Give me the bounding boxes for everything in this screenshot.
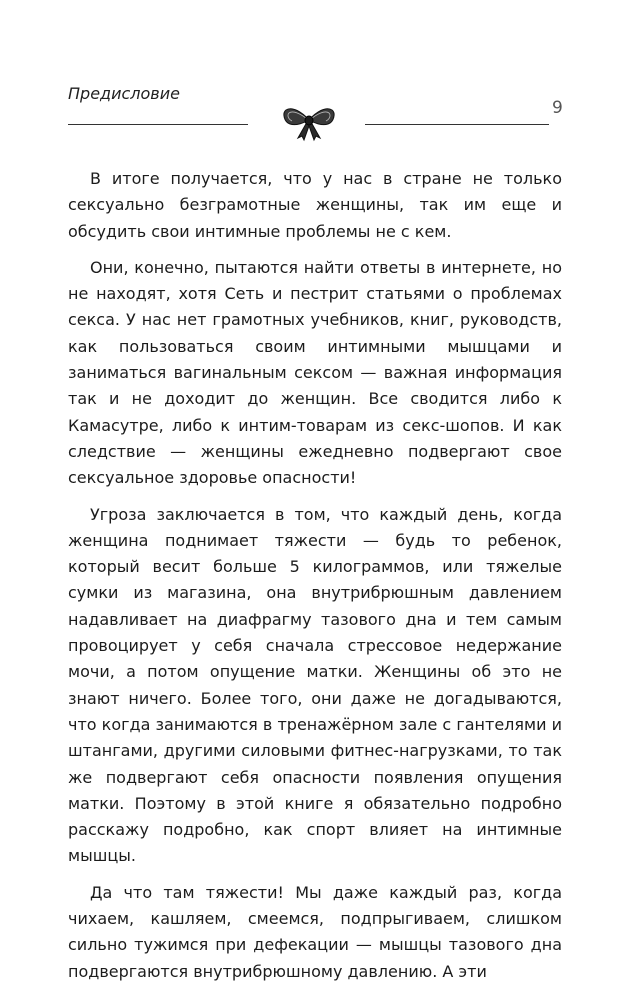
paragraph-3: Угроза заключается в том, что каждый день, когда женщина поднимает тяжести — будь то ребенок, который весит больше 5 килограммов, или тяжелые сумки из магазина, она внутрибрюшным давлением надавливает на диафрагму тазового дна и тем самым провоцирует у себя сначала стрессовое недержание мочи, а потом опущение матки. Женщины об это не знают ничего. Более того, они даже не догадываются, что когда занимаются в тренажёрном зале с гантелями и штангами, другими силовыми фитнес-нагрузками, то так же подвергают себя опасности появления опущения матки. Поэтому в этой книге я обязательно подробно расскажу подробно, как спорт влияет на интимные мышцы.	[68, 504, 562, 866]
bow-icon	[280, 100, 338, 142]
paragraph-2: Они, конечно, пытаются найти ответы в интернете, но не находят, хотя Сеть и пестрит статьями о проблемах секса. У нас нет грамотных учебников, книг, руководств, как пользоваться своим интимными мышцами и заниматься вагинальным сексом — важная информация так и не доходит до женщин. Все сводится либо к Камасутре, либо к интим-товарам из секс-шопов. И как следствие — женщины ежедневно подвергают свое сексуальное здоровье опасности!	[68, 257, 562, 488]
paragraph-1: В итоге получается, что у нас в стране не только сексуально безграмотные женщины, так им еще и обсудить свои интимные проблемы не с кем.	[68, 169, 562, 241]
header-rule-left	[68, 124, 248, 125]
header-rule-right	[365, 124, 549, 125]
body-text	[68, 166, 562, 985]
running-header-title: Предисловие	[68, 84, 180, 103]
page-number: 9	[552, 98, 563, 118]
paragraph-4: Да что там тяжести! Мы даже каждый раз, когда чихаем, кашляем, смеемся, подпрыгиваем, слишком сильно тужимся при дефекации — мышцы тазового дна подвергаются внутрибрюшному давлению. А эти	[68, 882, 562, 981]
